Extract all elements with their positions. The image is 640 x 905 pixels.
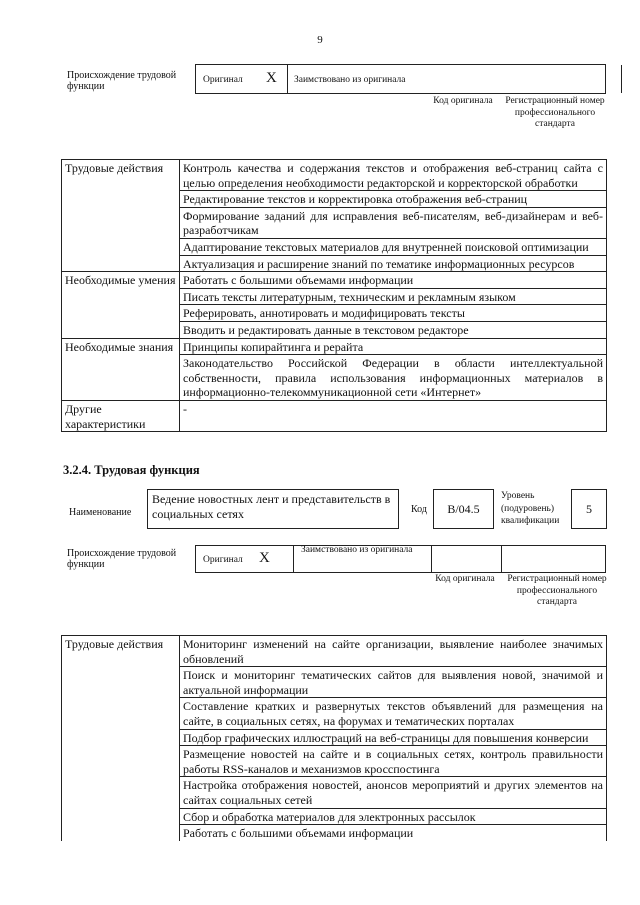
level-value: 5	[571, 489, 607, 529]
function-name: Ведение новостных лент и представительств в социальных сетях	[147, 489, 399, 529]
table-cell: Редактирование текстов и корректировка отображения веб-страниц	[180, 191, 607, 208]
table-cell: Размещение новостей на сайте и в социальных сетях, контроль правильности работы RSS-каналов и механизмов кросспостинга	[180, 746, 607, 777]
table-cell: Реферировать, аннотировать и модифицировать тексты	[180, 305, 607, 322]
table-cell: Принципы копирайтинга и рерайта	[180, 338, 607, 355]
labor-function-table-2	[61, 635, 607, 841]
table-cell: Работать с большими объемами информации	[180, 272, 607, 289]
table-cell: Составление кратких и развернутых текстов объявлений для размещения на сайте, в социальных сетях, на форумах и тематических порталах	[180, 698, 607, 729]
original-mark: X	[266, 70, 277, 86]
level-label: Уровень (подуровень) квалификации	[501, 491, 560, 526]
knowledge-label: Необходимые знания	[62, 338, 180, 400]
code-label: Код	[411, 504, 427, 515]
table-cell: Настройка отображения новостей, анонсов мероприятий и других элементов на сайтах социальных сетей	[180, 777, 607, 808]
original-option: Оригинал	[203, 75, 243, 85]
table-cell: Подбор графических иллюстраций на веб-страницы для повышения конверсии	[180, 729, 607, 746]
section-heading: 3.2.4. Трудовая функция	[63, 463, 200, 477]
borrowed-option: Заимствовано из оригинала	[301, 545, 413, 555]
labor-actions-label: Трудовые действия	[62, 160, 180, 272]
table-cell: Работать с большими объемами информации	[180, 825, 607, 841]
table-cell: Поиск и мониторинг тематических сайтов для выявления новой, значимой и актуальной информации	[180, 667, 607, 698]
table-cell: Законодательство Российской Федерации в области интеллектуальной собственности, правила использования информационных материалов в информационно-телекоммуникационной сети «Интернет»	[180, 355, 607, 401]
original-code-label: Код оригинала	[435, 574, 495, 584]
original-mark: X	[259, 550, 270, 566]
other-label: Другие характеристики	[62, 400, 180, 431]
table-cell: Вводить и редактировать данные в текстовом редакторе	[180, 321, 607, 338]
table-cell: Мониторинг изменений на сайте организации, выявление наиболее значимых обновлений	[180, 636, 607, 667]
original-code-label: Код оригинала	[433, 96, 493, 106]
table-cell: Актуализация и расширение знаний по тематике информационных ресурсов	[180, 255, 607, 272]
borrowed-option: Заимствовано из оригинала	[294, 75, 406, 85]
name-label: Наименование	[69, 507, 132, 518]
origin-label: Происхождение трудовой функции	[67, 548, 177, 570]
table-cell: -	[180, 400, 607, 431]
reg-number-label: Регистрационный номер профессионального стандарта	[507, 574, 607, 607]
table-cell: Контроль качества и содержания текстов и отображения веб-страниц сайта с целью определения необходимости редакторской и корректорской обработки	[180, 160, 607, 191]
function-code: B/04.5	[433, 489, 494, 529]
reg-number-label: Регистрационный номер профессионального стандарта	[505, 96, 605, 129]
origin-label: Происхождение трудовой функции	[67, 70, 177, 92]
labor-function-table	[61, 159, 607, 432]
skills-label: Необходимые умения	[62, 272, 180, 338]
table-cell: Адаптирование текстовых материалов для внутренней поисковой оптимизации	[180, 238, 607, 255]
labor-actions-label: Трудовые действия	[62, 636, 180, 841]
table-cell: Сбор и обработка материалов для электронных рассылок	[180, 808, 607, 825]
original-option: Оригинал	[203, 555, 243, 565]
table-cell: Формирование заданий для исправления веб-писателям, веб-дизайнерам и веб-разработчикам	[180, 207, 607, 238]
table-cell: Писать тексты литературным, техническим и рекламным языком	[180, 288, 607, 305]
page-number: 9	[317, 34, 323, 46]
